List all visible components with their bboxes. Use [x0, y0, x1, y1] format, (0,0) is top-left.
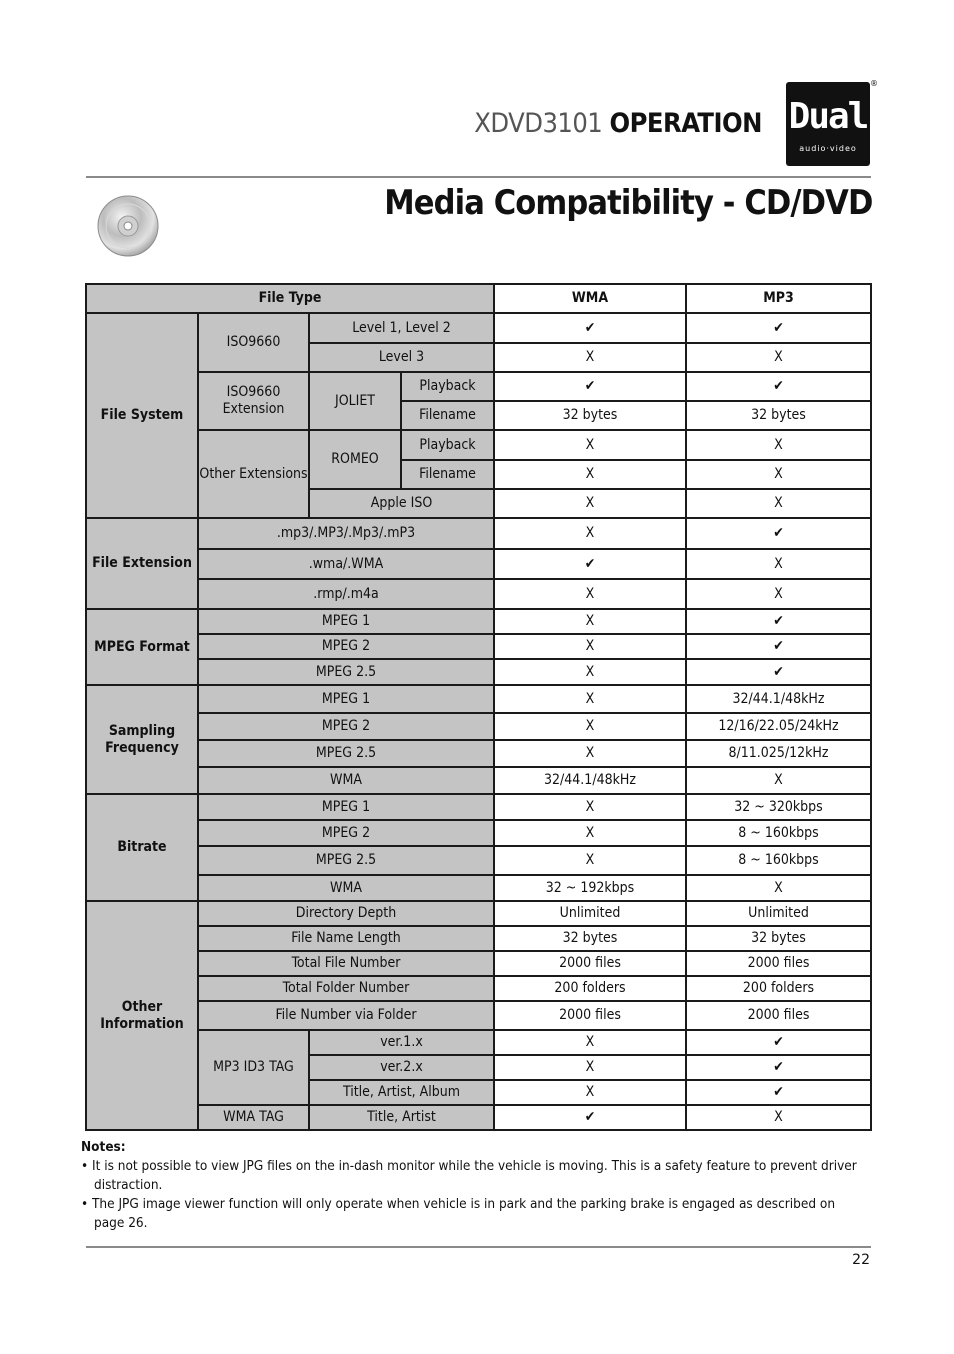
table-header-row: [86, 284, 871, 313]
other-wma: 2000 files: [494, 951, 686, 976]
table-row: [86, 875, 871, 901]
registered-mark: ®: [870, 79, 878, 88]
mpeg-wma: X: [494, 634, 686, 659]
group-mpeg-format: MPEG Format: [86, 609, 198, 685]
ext-mp3: X: [686, 549, 871, 579]
other-extensions-label: Other Extensions: [198, 430, 309, 518]
level3-label: Level 3: [309, 343, 494, 372]
other-mp3: 2000 files: [686, 1001, 871, 1030]
id3-mp3: ✔: [686, 1080, 871, 1105]
ext-mp3: ✔: [686, 518, 871, 549]
table-row: [86, 926, 871, 951]
group-file-extension: File Extension: [86, 518, 198, 609]
header-title: [474, 108, 762, 139]
table-row: [86, 846, 871, 875]
sampling-label: MPEG 2: [198, 713, 494, 740]
bitrate-label: WMA: [198, 875, 494, 901]
other-wma: Unlimited: [494, 901, 686, 926]
id3-wma: X: [494, 1030, 686, 1055]
bitrate-mp3: 8 ~ 160kbps: [686, 820, 871, 846]
table-row: [86, 518, 871, 549]
romeo-label: ROMEO: [309, 430, 401, 489]
other-wma: 2000 files: [494, 1001, 686, 1030]
sampling-label: MPEG 2.5: [198, 740, 494, 767]
bitrate-wma: X: [494, 820, 686, 846]
ext-wma: X: [494, 579, 686, 609]
id3-label: ver.1.x: [309, 1030, 494, 1055]
table-row: [86, 901, 871, 926]
mp3-id3-tag-label: MP3 ID3 TAG: [198, 1030, 309, 1105]
table-row: [86, 634, 871, 659]
mpeg-label: MPEG 2.5: [198, 659, 494, 685]
joliet-playback-mp3: ✔: [686, 372, 871, 401]
mpeg-mp3: ✔: [686, 659, 871, 685]
ext-label: .rmp/.m4a: [198, 579, 494, 609]
table-row: [86, 372, 871, 401]
joliet-label: JOLIET: [309, 372, 401, 430]
bitrate-label: MPEG 1: [198, 794, 494, 820]
other-mp3: 2000 files: [686, 951, 871, 976]
mpeg-mp3: ✔: [686, 634, 871, 659]
header-wma: WMA: [494, 284, 686, 313]
table-row: [86, 430, 871, 460]
other-label: File Number via Folder: [198, 1001, 494, 1030]
joliet-filename-label: Filename: [401, 401, 494, 430]
other-label: File Name Length: [198, 926, 494, 951]
table-row: [86, 313, 871, 343]
table-row: [86, 794, 871, 820]
disc-icon: [96, 194, 160, 258]
operation-label: OPERATION: [609, 108, 762, 139]
level3-mp3: X: [686, 343, 871, 372]
joliet-filename-mp3: 32 bytes: [686, 401, 871, 430]
header-mp3: MP3: [686, 284, 871, 313]
other-label: Total Folder Number: [198, 976, 494, 1001]
notes: [81, 1138, 861, 1233]
romeo-playback-label: Playback: [401, 430, 494, 460]
other-wma: 200 folders: [494, 976, 686, 1001]
table-row: [86, 951, 871, 976]
iso9660-label: ISO9660: [198, 313, 309, 372]
note-item: • It is not possible to view JPG files on the in-dash monitor while the vehicle is moving. This is a safety feature to prevent driver distraction.: [81, 1158, 857, 1193]
ext-mp3: X: [686, 579, 871, 609]
romeo-playback-wma: X: [494, 430, 686, 460]
id3-label: ver.2.x: [309, 1055, 494, 1080]
mpeg-mp3: ✔: [686, 609, 871, 634]
sampling-label: MPEG 1: [198, 685, 494, 713]
ext-wma: ✔: [494, 549, 686, 579]
other-mp3: 32 bytes: [686, 926, 871, 951]
joliet-playback-wma: ✔: [494, 372, 686, 401]
logo-subtitle: audio·video: [799, 144, 857, 153]
header-divider: [86, 176, 871, 178]
compatibility-table: [85, 283, 872, 1131]
page-title: Media Compatibility - CD/DVD: [383, 183, 872, 223]
ext-label: .mp3/.MP3/.Mp3/.mP3: [198, 518, 494, 549]
romeo-playback-mp3: X: [686, 430, 871, 460]
sampling-mp3: 8/11.025/12kHz: [686, 740, 871, 767]
note-item: • The JPG image viewer function will only operate when vehicle is in park and the parking brake is engaged as described on page 26.: [81, 1196, 836, 1231]
bitrate-wma: 32 ~ 192kbps: [494, 875, 686, 901]
wma-tag-label: WMA TAG: [198, 1105, 309, 1130]
wma-tag-mp3: X: [686, 1105, 871, 1130]
logo-wordmark: Dual: [788, 96, 868, 137]
table-row: [86, 767, 871, 794]
sampling-mp3: X: [686, 767, 871, 794]
table-row: [86, 579, 871, 609]
table-row: [86, 685, 871, 713]
romeo-filename-label: Filename: [401, 460, 494, 489]
apple-iso-mp3: X: [686, 489, 871, 518]
romeo-filename-mp3: X: [686, 460, 871, 489]
sampling-mp3: 32/44.1/48kHz: [686, 685, 871, 713]
bitrate-mp3: X: [686, 875, 871, 901]
footer-divider: [86, 1246, 871, 1248]
level3-wma: X: [494, 343, 686, 372]
table-row: [86, 1001, 871, 1030]
ext-label: .wma/.WMA: [198, 549, 494, 579]
ext-wma: X: [494, 518, 686, 549]
level12-wma: ✔: [494, 313, 686, 343]
bitrate-mp3: 8 ~ 160kbps: [686, 846, 871, 875]
table-row: [86, 609, 871, 634]
group-file-system: File System: [86, 313, 198, 518]
wma-tag-wma: ✔: [494, 1105, 686, 1130]
bitrate-label: MPEG 2.5: [198, 846, 494, 875]
mpeg-wma: X: [494, 609, 686, 634]
table-row: [86, 1030, 871, 1055]
page-number: 22: [852, 1252, 870, 1268]
other-wma: 32 bytes: [494, 926, 686, 951]
table-row: [86, 740, 871, 767]
id3-label: Title, Artist, Album: [309, 1080, 494, 1105]
group-bitrate: Bitrate: [86, 794, 198, 901]
header-file-type: File Type: [86, 284, 494, 313]
table-row: [86, 713, 871, 740]
mpeg-label: MPEG 2: [198, 634, 494, 659]
group-sampling-frequency: Sampling Frequency: [86, 685, 198, 794]
mpeg-label: MPEG 1: [198, 609, 494, 634]
romeo-filename-wma: X: [494, 460, 686, 489]
joliet-filename-wma: 32 bytes: [494, 401, 686, 430]
other-mp3: 200 folders: [686, 976, 871, 1001]
other-mp3: Unlimited: [686, 901, 871, 926]
table-row: [86, 549, 871, 579]
bitrate-mp3: 32 ~ 320kbps: [686, 794, 871, 820]
level12-label: Level 1, Level 2: [309, 313, 494, 343]
other-label: Directory Depth: [198, 901, 494, 926]
other-label: Total File Number: [198, 951, 494, 976]
joliet-playback-label: Playback: [401, 372, 494, 401]
sampling-wma: 32/44.1/48kHz: [494, 767, 686, 794]
id3-mp3: ✔: [686, 1055, 871, 1080]
notes-title: Notes:: [81, 1139, 126, 1155]
sampling-wma: X: [494, 740, 686, 767]
apple-iso-wma: X: [494, 489, 686, 518]
sampling-wma: X: [494, 685, 686, 713]
mpeg-wma: X: [494, 659, 686, 685]
sampling-label: WMA: [198, 767, 494, 794]
iso-extension-label: ISO9660 Extension: [198, 372, 309, 430]
group-other-information: Other Information: [86, 901, 198, 1130]
bitrate-wma: X: [494, 794, 686, 820]
id3-wma: X: [494, 1080, 686, 1105]
bitrate-wma: X: [494, 846, 686, 875]
table-row: [86, 976, 871, 1001]
wma-tag-fields: Title, Artist: [309, 1105, 494, 1130]
bitrate-label: MPEG 2: [198, 820, 494, 846]
sampling-mp3: 12/16/22.05/24kHz: [686, 713, 871, 740]
id3-mp3: ✔: [686, 1030, 871, 1055]
apple-iso-label: Apple ISO: [309, 489, 494, 518]
table-row: [86, 1105, 871, 1130]
model-name: XDVD3101: [474, 108, 603, 139]
sampling-wma: X: [494, 713, 686, 740]
table-row: [86, 659, 871, 685]
level12-mp3: ✔: [686, 313, 871, 343]
id3-wma: X: [494, 1055, 686, 1080]
table-row: [86, 820, 871, 846]
dual-logo: [786, 79, 878, 166]
